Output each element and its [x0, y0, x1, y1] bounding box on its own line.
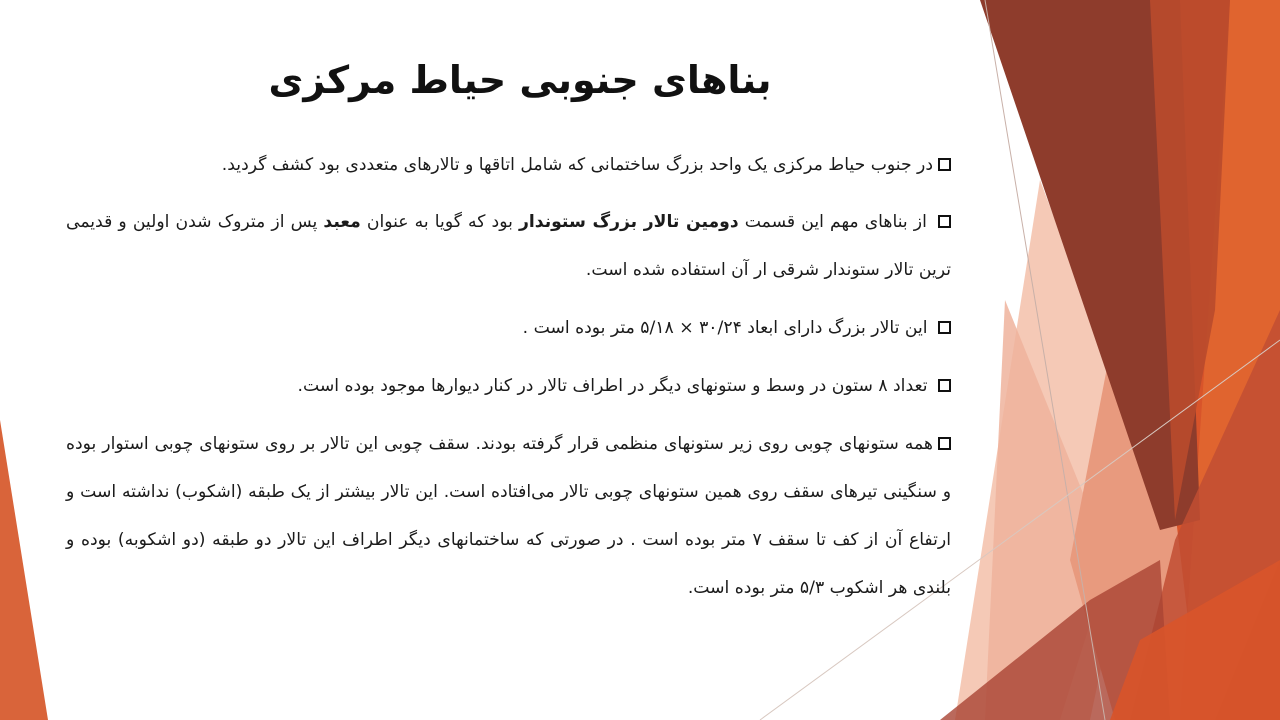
bullet-paragraph-3 — [66, 304, 951, 352]
bold-phrase: دومین تالار بزرگ ستوندار — [518, 212, 739, 232]
paragraph-text: از بناهای مهم این قسمت — [738, 212, 934, 232]
checkbox-bullet-icon — [938, 437, 951, 450]
bullet-paragraph-1 — [66, 142, 951, 188]
checkbox-bullet-icon — [938, 379, 951, 392]
checkbox-bullet-icon — [938, 321, 951, 334]
bullet-paragraph-4 — [66, 362, 951, 410]
paragraph-text: تعداد ۸ ستون در وسط و ستونهای دیگر در اطراف تالار در کنار دیوارها موجود بوده است. — [297, 376, 933, 396]
bullet-list — [66, 142, 951, 622]
checkbox-bullet-icon — [938, 215, 951, 228]
paragraph-text: در جنوب حیاط مرکزی یک واحد بزرگ ساختمانی که شامل اتاقها و تالارهای متعددی بود کشف گردید. — [221, 155, 933, 175]
paragraph-text: بود که گویا به عنوان — [360, 212, 519, 232]
bullet-paragraph-2 — [66, 198, 951, 294]
slide-title: بناهای جنوبی حیاط مرکزی — [268, 58, 772, 102]
checkbox-bullet-icon — [938, 158, 951, 171]
bullet-paragraph-5 — [66, 420, 951, 612]
paragraph-text: همه ستونهای چوبی روی زیر ستونهای منظمی قرار گرفته بودند. سقف چوبی این تالار بر روی ستونهای چوبی استوار بوده و سنگینی تیرهای سقف روی همین ستونهای چوبی تالار می‌افتاده است. این تالار بیشتر از یک طبقه (اشکوب) نداشته است و ارتفاع آن از کف تا سقف ۷ متر بوده است . در صورتی که ساختمانهای دیگر اطراف این تالار دو طبقه (دو اشکوبه) بوده و بلندی هر اشکوب ۵/۳ متر بوده است. — [66, 434, 951, 598]
left-orange-wedge — [0, 420, 48, 720]
bold-phrase: معبد — [323, 212, 361, 232]
paragraph-text: پس از متروک شدن اولین و قدیمی ترین تالار ستوندار شرقی ار آن استفاده شده است. — [66, 212, 951, 280]
paragraph-text: این تالار بزرگ دارای ابعاد ۳۰/۲۴ × ۵/۱۸ متر بوده است . — [522, 318, 933, 338]
